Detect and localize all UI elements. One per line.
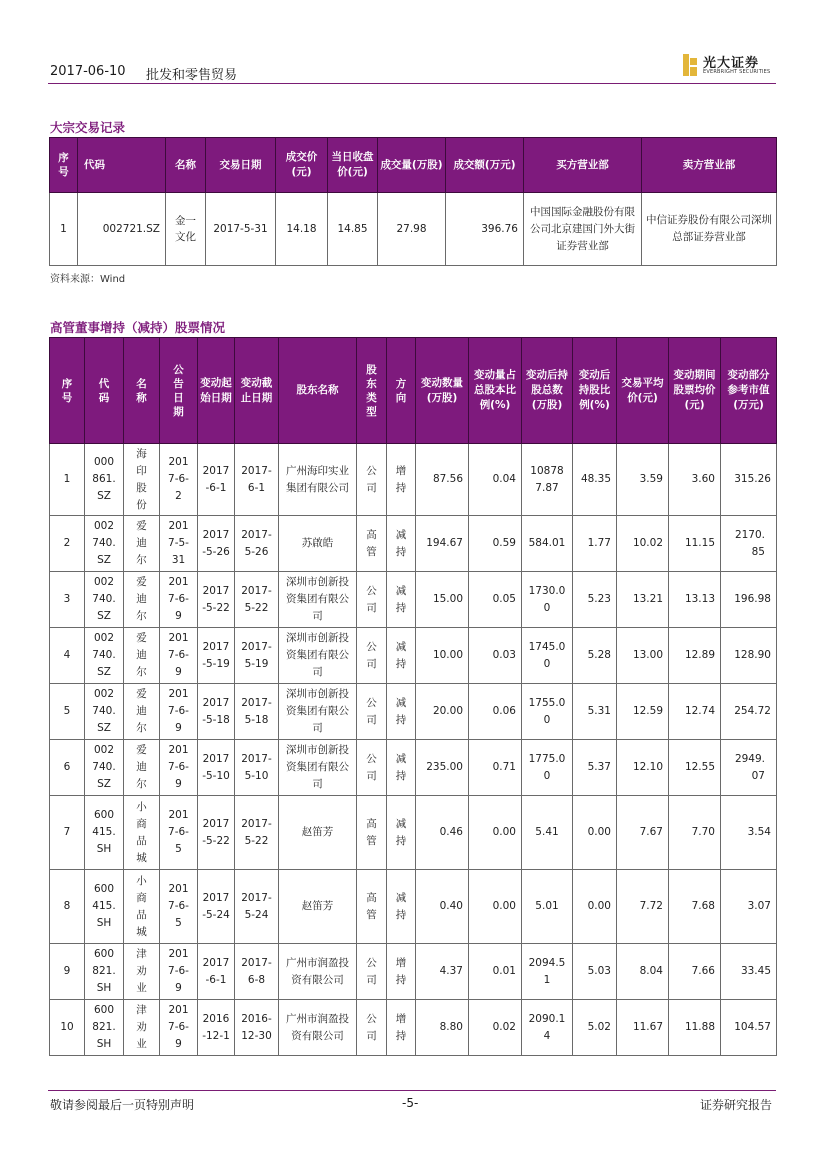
exec-trade-col-header: 股东名称: [279, 338, 357, 444]
exec-trade-col-header: 变动部分参考市值(万元): [721, 338, 777, 444]
table-cell: 2017-6-9: [160, 1000, 198, 1056]
table-cell: 10: [50, 1000, 85, 1056]
table-cell: 2017-5-22: [235, 796, 279, 870]
table-cell: 金一文化: [166, 193, 206, 266]
header-sector: 批发和零售贸易: [146, 68, 238, 83]
table-cell: 2949.07: [721, 740, 777, 796]
table-cell: 12.89: [669, 628, 721, 684]
table-cell: 2094.51: [522, 944, 573, 1000]
table-cell: 10.00: [416, 628, 469, 684]
table-cell: 5.23: [573, 572, 617, 628]
table-cell: 2017-5-31: [160, 516, 198, 572]
table-cell: 公司: [357, 1000, 387, 1056]
table-cell: 12.10: [617, 740, 669, 796]
exec-trade-col-header: 变动起始日期: [198, 338, 235, 444]
table-cell: 高管: [357, 516, 387, 572]
block-trade-col-header: 名称: [166, 138, 206, 193]
table-row: [50, 516, 777, 572]
table-cell: 减持: [387, 870, 416, 944]
table-cell: 2090.14: [522, 1000, 573, 1056]
exec-trade-col-header: 代码: [85, 338, 124, 444]
table-cell: 公司: [357, 628, 387, 684]
table-cell: 1: [50, 193, 78, 266]
table-cell: 108787.87: [522, 444, 573, 516]
exec-trade-col-header: 序号: [50, 338, 85, 444]
table-cell: 2017-6-9: [160, 628, 198, 684]
table-cell: 13.13: [669, 572, 721, 628]
table-cell: 12.55: [669, 740, 721, 796]
block-trade-title: 大宗交易记录: [50, 120, 126, 135]
table-cell: 194.67: [416, 516, 469, 572]
table-row: [50, 628, 777, 684]
logo-mark-icon: [683, 54, 697, 76]
table-row: [50, 193, 777, 266]
table-cell: 减持: [387, 740, 416, 796]
table-cell: 2017-6-9: [160, 944, 198, 1000]
exec-trade-title: 高管董事增持（减持）股票情况: [50, 320, 226, 335]
table-cell: 2017-5-31: [206, 193, 276, 266]
table-cell: 9: [50, 944, 85, 1000]
header-divider: [48, 83, 776, 84]
exec-trade-table: [49, 337, 777, 1056]
exec-trade-col-header: 股东类型: [357, 338, 387, 444]
table-cell: 002740.SZ: [85, 572, 124, 628]
footer-divider: [48, 1090, 776, 1091]
table-cell: 爱迪尔: [124, 572, 160, 628]
table-cell: 0.04: [469, 444, 522, 516]
block-trade-table: [49, 137, 777, 266]
table-cell: 3.60: [669, 444, 721, 516]
table-cell: 1: [50, 444, 85, 516]
table-cell: 0.06: [469, 684, 522, 740]
table-cell: 爱迪尔: [124, 516, 160, 572]
block-trade-col-header: 序号: [50, 138, 78, 193]
table-cell: 2170.85: [721, 516, 777, 572]
table-cell: 87.56: [416, 444, 469, 516]
table-cell: 1745.00: [522, 628, 573, 684]
table-cell: 600415.SH: [85, 796, 124, 870]
table-row: [50, 444, 777, 516]
table-cell: 2017-5-19: [198, 628, 235, 684]
table-cell: 2017-5-22: [235, 572, 279, 628]
table-cell: 235.00: [416, 740, 469, 796]
table-cell: 5.28: [573, 628, 617, 684]
block-trade-header-row: [50, 138, 777, 193]
table-cell: 3.59: [617, 444, 669, 516]
table-cell: 5: [50, 684, 85, 740]
table-cell: 3: [50, 572, 85, 628]
table-cell: 0.00: [469, 870, 522, 944]
table-cell: 2017-6-8: [235, 944, 279, 1000]
exec-trade-col-header: 变动期间股票均价(元): [669, 338, 721, 444]
exec-trade-header-row: [50, 338, 777, 444]
table-cell: 2017-5-10: [235, 740, 279, 796]
logo-text-cn: 光大证券: [703, 56, 760, 71]
table-cell: 14.18: [276, 193, 328, 266]
table-cell: 7.66: [669, 944, 721, 1000]
table-row: [50, 740, 777, 796]
table-cell: 8.80: [416, 1000, 469, 1056]
table-cell: 减持: [387, 796, 416, 870]
table-cell: 5.02: [573, 1000, 617, 1056]
table-cell: 苏啟皓: [279, 516, 357, 572]
block-trade-col-header: 成交价(元): [276, 138, 328, 193]
exec-trade-col-header: 变动数量(万股): [416, 338, 469, 444]
table-cell: 2017-6-5: [160, 796, 198, 870]
table-row: [50, 796, 777, 870]
table-row: [50, 944, 777, 1000]
table-cell: 公司: [357, 572, 387, 628]
table-cell: 7.68: [669, 870, 721, 944]
table-cell: 33.45: [721, 944, 777, 1000]
exec-trade-col-header: 方向: [387, 338, 416, 444]
logo-text-en: EVERBRIGHT SECURITIES: [703, 69, 771, 75]
table-cell: 0.59: [469, 516, 522, 572]
table-cell: 396.76: [446, 193, 524, 266]
table-cell: 1775.00: [522, 740, 573, 796]
table-row: [50, 572, 777, 628]
table-cell: 1730.00: [522, 572, 573, 628]
table-cell: 2017-6-1: [235, 444, 279, 516]
table-cell: 爱迪尔: [124, 740, 160, 796]
table-cell: 27.98: [378, 193, 446, 266]
footer-disclaimer: 敬请参阅最后一页特别声明: [50, 1098, 195, 1112]
table-cell: 13.21: [617, 572, 669, 628]
table-cell: 0.00: [469, 796, 522, 870]
table-cell: 002740.SZ: [85, 684, 124, 740]
company-logo: [683, 52, 783, 78]
table-row: [50, 870, 777, 944]
table-cell: 0.01: [469, 944, 522, 1000]
table-cell: 减持: [387, 516, 416, 572]
table-cell: 高管: [357, 796, 387, 870]
table-cell: 104.57: [721, 1000, 777, 1056]
table-cell: 赵笛芳: [279, 870, 357, 944]
table-cell: 公司: [357, 444, 387, 516]
table-cell: 小商品城: [124, 796, 160, 870]
table-cell: 2017-5-26: [198, 516, 235, 572]
table-cell: 4: [50, 628, 85, 684]
table-cell: 高管: [357, 870, 387, 944]
table-cell: 002740.SZ: [85, 628, 124, 684]
table-cell: 1755.00: [522, 684, 573, 740]
table-cell: 11.88: [669, 1000, 721, 1056]
table-cell: 128.90: [721, 628, 777, 684]
block-trade-source: 资料来源：Wind: [50, 274, 126, 285]
table-cell: 002721.SZ: [78, 193, 166, 266]
table-cell: 7.67: [617, 796, 669, 870]
table-cell: 0.40: [416, 870, 469, 944]
table-cell: 8: [50, 870, 85, 944]
table-cell: 0.00: [573, 870, 617, 944]
block-trade-col-header: 成交额(万元): [446, 138, 524, 193]
exec-trade-col-header: 变动截止日期: [235, 338, 279, 444]
table-cell: 12.74: [669, 684, 721, 740]
exec-trade-col-header: 变动后持股比例(%): [573, 338, 617, 444]
table-cell: 2017-6-9: [160, 572, 198, 628]
table-cell: 津劝业: [124, 1000, 160, 1056]
exec-trade-col-header: 交易平均价(元): [617, 338, 669, 444]
table-cell: 中信证券股份有限公司深圳总部证券营业部: [642, 193, 777, 266]
block-trade-col-header: 交易日期: [206, 138, 276, 193]
table-cell: 600821.SH: [85, 944, 124, 1000]
table-cell: 小商品城: [124, 870, 160, 944]
table-cell: 2017-6-1: [198, 944, 235, 1000]
table-cell: 2017-6-5: [160, 870, 198, 944]
table-cell: 津劝业: [124, 944, 160, 1000]
table-cell: 2016-12-1: [198, 1000, 235, 1056]
table-cell: 0.00: [573, 796, 617, 870]
table-cell: 000861.SZ: [85, 444, 124, 516]
table-cell: 广州市润盈投资有限公司: [279, 944, 357, 1000]
table-cell: 2017-5-26: [235, 516, 279, 572]
table-cell: 赵笛芳: [279, 796, 357, 870]
table-cell: 减持: [387, 628, 416, 684]
table-cell: 5.31: [573, 684, 617, 740]
table-cell: 6: [50, 740, 85, 796]
table-cell: 584.01: [522, 516, 573, 572]
block-trade-col-header: 成交量(万股): [378, 138, 446, 193]
table-cell: 600821.SH: [85, 1000, 124, 1056]
table-cell: 5.01: [522, 870, 573, 944]
table-cell: 增持: [387, 444, 416, 516]
table-cell: 8.04: [617, 944, 669, 1000]
table-cell: 公司: [357, 740, 387, 796]
table-cell: 48.35: [573, 444, 617, 516]
table-row: [50, 1000, 777, 1056]
table-cell: 11.67: [617, 1000, 669, 1056]
table-cell: 中国国际金融股份有限公司北京建国门外大街证券营业部: [524, 193, 642, 266]
table-cell: 196.98: [721, 572, 777, 628]
table-cell: 0.03: [469, 628, 522, 684]
table-cell: 2017-6-2: [160, 444, 198, 516]
table-cell: 2017-5-22: [198, 572, 235, 628]
table-row: [50, 684, 777, 740]
table-cell: 2017-5-19: [235, 628, 279, 684]
table-cell: 广州海印实业集团有限公司: [279, 444, 357, 516]
table-cell: 5.41: [522, 796, 573, 870]
block-trade-col-header: 当日收盘价(元): [328, 138, 378, 193]
table-cell: 20.00: [416, 684, 469, 740]
table-cell: 002740.SZ: [85, 516, 124, 572]
table-cell: 2017-5-22: [198, 796, 235, 870]
table-cell: 2017-6-9: [160, 684, 198, 740]
table-cell: 0.46: [416, 796, 469, 870]
exec-trade-col-header: 名称: [124, 338, 160, 444]
table-cell: 2017-5-18: [235, 684, 279, 740]
table-cell: 2017-5-10: [198, 740, 235, 796]
table-cell: 公司: [357, 944, 387, 1000]
table-cell: 2017-5-24: [198, 870, 235, 944]
table-cell: 2017-6-9: [160, 740, 198, 796]
table-cell: 深圳市创新投资集团有限公司: [279, 572, 357, 628]
table-cell: 爱迪尔: [124, 684, 160, 740]
table-cell: 7.70: [669, 796, 721, 870]
exec-trade-col-header: 变动后持股总数(万股): [522, 338, 573, 444]
table-cell: 3.54: [721, 796, 777, 870]
table-cell: 深圳市创新投资集团有限公司: [279, 740, 357, 796]
table-cell: 深圳市创新投资集团有限公司: [279, 628, 357, 684]
table-cell: 14.85: [328, 193, 378, 266]
table-cell: 7: [50, 796, 85, 870]
table-cell: 2017-6-1: [198, 444, 235, 516]
table-cell: 减持: [387, 684, 416, 740]
table-cell: 海印股份: [124, 444, 160, 516]
block-trade-col-header: 卖方营业部: [642, 138, 777, 193]
table-cell: 002740.SZ: [85, 740, 124, 796]
table-cell: 7.72: [617, 870, 669, 944]
table-cell: 4.37: [416, 944, 469, 1000]
block-trade-col-header: 买方营业部: [524, 138, 642, 193]
table-cell: 2: [50, 516, 85, 572]
table-cell: 3.07: [721, 870, 777, 944]
header-date: 2017-06-10: [50, 64, 126, 79]
table-cell: 增持: [387, 944, 416, 1000]
table-cell: 1.77: [573, 516, 617, 572]
table-cell: 广州市润盈投资有限公司: [279, 1000, 357, 1056]
table-cell: 0.05: [469, 572, 522, 628]
table-cell: 增持: [387, 1000, 416, 1056]
table-cell: 2016-12-30: [235, 1000, 279, 1056]
footer-report-type: 证券研究报告: [700, 1098, 773, 1112]
table-cell: 5.37: [573, 740, 617, 796]
table-cell: 11.15: [669, 516, 721, 572]
table-cell: 减持: [387, 572, 416, 628]
table-cell: 公司: [357, 684, 387, 740]
table-cell: 13.00: [617, 628, 669, 684]
table-cell: 5.03: [573, 944, 617, 1000]
table-cell: 2017-5-24: [235, 870, 279, 944]
table-cell: 深圳市创新投资集团有限公司: [279, 684, 357, 740]
table-cell: 12.59: [617, 684, 669, 740]
table-cell: 0.02: [469, 1000, 522, 1056]
table-cell: 0.71: [469, 740, 522, 796]
table-cell: 315.26: [721, 444, 777, 516]
table-cell: 600415.SH: [85, 870, 124, 944]
table-cell: 15.00: [416, 572, 469, 628]
table-cell: 2017-5-18: [198, 684, 235, 740]
table-cell: 254.72: [721, 684, 777, 740]
exec-trade-col-header: 变动量占总股本比例(%): [469, 338, 522, 444]
table-cell: 10.02: [617, 516, 669, 572]
table-cell: 爱迪尔: [124, 628, 160, 684]
block-trade-col-header: 代码: [78, 138, 166, 193]
page-number: -5-: [402, 1096, 419, 1110]
exec-trade-col-header: 公告日期: [160, 338, 198, 444]
